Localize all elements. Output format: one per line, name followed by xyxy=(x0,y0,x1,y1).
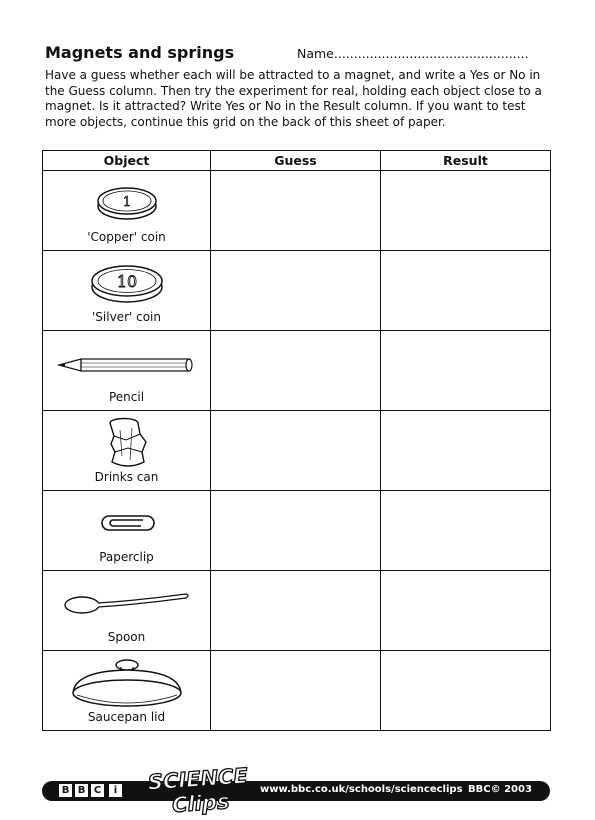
result-cell[interactable] xyxy=(381,651,551,731)
science-clips-logo-line2: Clips xyxy=(171,789,231,818)
instructions-text: Have a guess whether each will be attracted to a magnet, and write a Yes or No in the Guess column. Then try the experiment for real, holding each object close to a magnet. Is it attracted? Write Yes or No in the Result column. If you want to test more objects, continue this grid on the back of this sheet of paper. xyxy=(45,68,542,129)
object-label: Saucepan lid xyxy=(87,710,166,724)
object-label: Spoon xyxy=(107,630,146,644)
object-cell xyxy=(43,491,211,571)
bbc-logo-letter: B xyxy=(59,784,72,797)
guess-cell[interactable] xyxy=(211,411,381,491)
object-label: Paperclip xyxy=(99,550,154,564)
bbc-logo-letter: B xyxy=(75,784,88,797)
guess-cell[interactable] xyxy=(211,331,381,411)
result-cell[interactable] xyxy=(381,251,551,331)
footer-copyright: BBC© 2003 xyxy=(468,784,532,795)
table-row xyxy=(43,571,551,651)
footer-bar xyxy=(42,763,550,818)
name-field-label: Name................................................. xyxy=(297,46,529,61)
object-label: 'Copper' coin xyxy=(87,230,166,244)
table-row xyxy=(43,251,551,331)
science-clips-logo xyxy=(142,762,262,818)
saucepan-lid-icon xyxy=(43,657,210,709)
result-cell[interactable] xyxy=(381,331,551,411)
silver-coin-icon xyxy=(43,257,210,309)
guess-cell[interactable] xyxy=(211,491,381,571)
coin-value-text: 10 xyxy=(116,272,137,291)
result-cell[interactable] xyxy=(381,171,551,251)
science-clips-logo-line1: SCIENCE xyxy=(147,763,249,795)
guess-cell[interactable] xyxy=(211,171,381,251)
column-header-guess: Guess xyxy=(211,151,381,171)
guess-cell[interactable] xyxy=(211,251,381,331)
table-row xyxy=(43,171,551,251)
column-header-result: Result xyxy=(381,151,551,171)
object-cell xyxy=(43,171,211,251)
worksheet-title: Magnets and springs xyxy=(45,43,235,62)
coin-value-text: 1 xyxy=(122,195,131,210)
spoon-icon xyxy=(43,577,210,629)
object-label: Drinks can xyxy=(94,470,159,484)
guess-cell[interactable] xyxy=(211,571,381,651)
result-cell[interactable] xyxy=(381,491,551,571)
header-row xyxy=(43,151,551,171)
bbc-logo-letter: C xyxy=(91,784,104,797)
table-row xyxy=(43,651,551,731)
object-cell xyxy=(43,411,211,491)
object-cell xyxy=(43,331,211,411)
objects-grid xyxy=(42,150,551,731)
bbci-logo-letter: i xyxy=(109,784,122,797)
object-cell xyxy=(43,651,211,731)
guess-cell[interactable] xyxy=(211,651,381,731)
object-cell xyxy=(43,251,211,331)
crushed-can-icon xyxy=(43,417,210,469)
object-label: 'Silver' coin xyxy=(92,310,161,324)
table-row xyxy=(43,411,551,491)
footer-url-link[interactable]: www.bbc.co.uk/schools/scienceclips xyxy=(260,784,463,795)
object-label: Pencil xyxy=(108,390,145,404)
pencil-icon xyxy=(43,337,210,389)
column-header-object: Object xyxy=(43,151,211,171)
object-cell xyxy=(43,571,211,651)
table-row xyxy=(43,491,551,571)
copper-coin-icon xyxy=(43,177,210,229)
result-cell[interactable] xyxy=(381,571,551,651)
paperclip-icon xyxy=(43,497,210,549)
result-cell[interactable] xyxy=(381,411,551,491)
table-row xyxy=(43,331,551,411)
